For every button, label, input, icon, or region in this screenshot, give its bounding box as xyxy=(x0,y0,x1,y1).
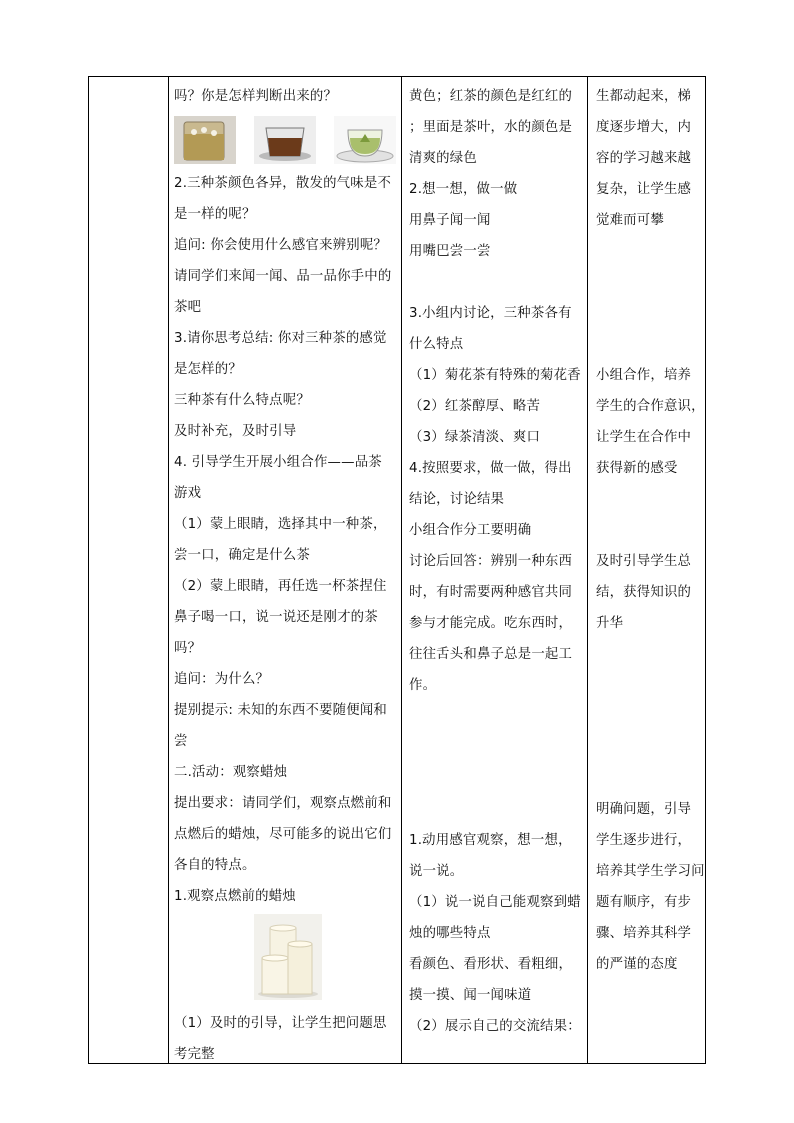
student-activity-column xyxy=(409,81,585,1042)
table-line: 吗？ xyxy=(174,641,202,656)
line-gap xyxy=(409,732,585,763)
line-gap xyxy=(596,236,704,267)
line-gap xyxy=(596,329,704,360)
table-line: （1）说一说自己能观察到蜡 xyxy=(409,895,581,910)
tea-photos xyxy=(174,112,396,168)
table-line: 各自的特点。 xyxy=(174,858,256,873)
line-gap xyxy=(409,701,585,732)
table-line: （1）蒙上眼睛，选择其中一种茶， xyxy=(174,517,387,532)
table-line: 茶吧 xyxy=(174,300,202,315)
table-line: 追问: 你会使用什么感官来辨别呢？ xyxy=(174,238,388,253)
table-line: 容的学习越来越 xyxy=(596,151,692,166)
table-line: 清爽的绿色 xyxy=(409,151,477,166)
table-line: （3）绿茶清淡、爽口 xyxy=(409,430,541,445)
line-gap xyxy=(409,794,585,825)
candles-image xyxy=(254,914,322,1000)
table-line: 结论，讨论结果 xyxy=(409,492,505,507)
line-gap xyxy=(596,298,704,329)
table-line: 升华 xyxy=(596,616,624,631)
table-line: 4. 引导学生开展小组合作——品茶 xyxy=(174,455,382,470)
table-line: 及时引导学生总 xyxy=(596,554,692,569)
lesson-plan-table xyxy=(88,76,706,1064)
table-line: 觉难而可攀 xyxy=(596,213,664,228)
table-line: 度逐步增大，内 xyxy=(596,120,692,135)
table-line: 尝一口，确定是什么茶 xyxy=(174,548,310,563)
table-line: 学生逐步进行， xyxy=(596,833,692,848)
line-gap xyxy=(596,701,704,732)
table-line: 明确问题，引导 xyxy=(596,802,692,817)
teacher-activity-column xyxy=(174,81,396,1070)
design-intent-column xyxy=(596,81,704,980)
table-line: 是怎样的？ xyxy=(174,362,242,377)
line-gap xyxy=(596,670,704,701)
line-gap xyxy=(596,267,704,298)
table-line: 说一说。 xyxy=(409,864,464,879)
table-line: （1）及时的引导，让学生把问题思 xyxy=(174,1016,387,1031)
line-gap xyxy=(409,267,585,298)
table-line: （2）红茶醇厚、略苦 xyxy=(409,399,541,414)
table-line: 黄色；红茶的颜色是红红的 xyxy=(409,89,573,104)
table-line: 骤、培养其科学 xyxy=(596,926,692,941)
chrysanthemum-tea-image xyxy=(174,116,236,164)
table-line: 小组合作，培养 xyxy=(596,368,692,383)
table-line: 及时补充，及时引导 xyxy=(174,424,297,439)
table-line: （1）菊花茶有特殊的菊花香 xyxy=(409,368,581,383)
table-line: （2）蒙上眼睛，再任选一杯茶捏住 xyxy=(174,579,387,594)
table-line: 生都动起来，梯 xyxy=(596,89,692,104)
table-line: 2.三种茶颜色各异，散发的气味是不 xyxy=(174,176,392,191)
table-line: 点燃后的蜡烛，尽可能多的说出它们 xyxy=(174,827,392,842)
table-line: 时，有时需要两种感官共同 xyxy=(409,585,573,600)
line-gap xyxy=(596,732,704,763)
green-tea-image xyxy=(334,116,396,164)
table-line: （2）展示自己的交流结果： xyxy=(409,1019,581,1034)
table-line: 结，获得知识的 xyxy=(596,585,692,600)
line-gap xyxy=(596,515,704,546)
table-line: 学生的合作意识， xyxy=(596,399,705,414)
line-gap xyxy=(409,763,585,794)
candle-photo xyxy=(174,912,396,1008)
table-line: 3.小组内讨论，三种茶各有 xyxy=(409,306,572,321)
line-gap xyxy=(596,484,704,515)
table-line: 摸一摸、闻一闻味道 xyxy=(409,988,532,1003)
table-line: 讨论后回答：辨别一种东西 xyxy=(409,554,573,569)
table-line: 吗？你是怎样判断出来的？ xyxy=(174,89,338,104)
table-line: 是一样的呢？ xyxy=(174,207,256,222)
line-gap xyxy=(596,639,704,670)
table-line: 小组合作分工要明确 xyxy=(409,523,532,538)
line-gap xyxy=(596,763,704,794)
table-line: 看颜色、看形状、看粗细， xyxy=(409,957,573,972)
table-line: 三种茶有什么特点呢？ xyxy=(174,393,310,408)
table-line: 请同学们来闻一闻、品一品你手中的 xyxy=(174,269,392,284)
table-line: 用鼻子闻一闻 xyxy=(409,213,491,228)
table-line: 培养其学生学习问 xyxy=(596,864,705,879)
table-line: 用嘴巴尝一尝 xyxy=(409,244,491,259)
table-line: 追问：为什么？ xyxy=(174,672,270,687)
table-line: 2.想一想，做一做 xyxy=(409,182,518,197)
table-line: 1.动用感官观察，想一想， xyxy=(409,833,572,848)
table-line: 参与才能完成。吃东西时， xyxy=(409,616,573,631)
column-divider xyxy=(168,77,169,1063)
black-tea-image xyxy=(254,116,316,164)
table-line: 考完整 xyxy=(174,1047,215,1062)
table-line: 1.观察点燃前的蜡烛 xyxy=(174,889,296,904)
table-line: 获得新的感受 xyxy=(596,461,678,476)
table-line: 复杂，让学生感 xyxy=(596,182,692,197)
table-line: ；里面是茶叶，水的颜色是 xyxy=(409,120,573,135)
table-line: 4.按照要求，做一做，得出 xyxy=(409,461,572,476)
table-line: 的严谨的态度 xyxy=(596,957,678,972)
table-line: 3.请你思考总结: 你对三种茶的感觉 xyxy=(174,331,387,346)
table-line: 提别提示: 未知的东西不要随便闻和 xyxy=(174,703,388,718)
table-line: 鼻子喝一口，说一说还是刚才的茶 xyxy=(174,610,378,625)
table-line: 游戏 xyxy=(174,486,202,501)
table-line: 往往舌头和鼻子总是一起工 xyxy=(409,647,573,662)
column-divider xyxy=(401,77,402,1063)
table-line: 烛的哪些特点 xyxy=(409,926,491,941)
table-line: 尝 xyxy=(174,734,188,749)
table-line: 提出要求：请同学们，观察点燃前和 xyxy=(174,796,392,811)
table-line: 什么特点 xyxy=(409,337,464,352)
table-line: 二.活动：观察蜡烛 xyxy=(174,765,288,780)
column-divider xyxy=(587,77,588,1063)
table-line: 作。 xyxy=(409,678,437,693)
table-line: 题有顺序，有步 xyxy=(596,895,692,910)
table-line: 让学生在合作中 xyxy=(596,430,692,445)
